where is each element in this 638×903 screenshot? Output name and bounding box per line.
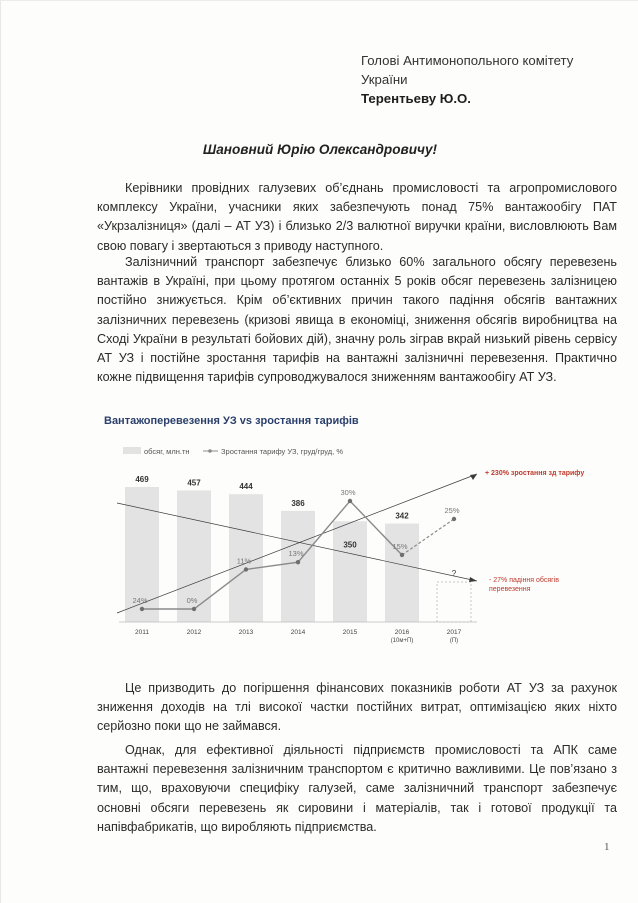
bar-value-label-2014: 386 (291, 498, 305, 508)
tariff-growth-annotation: + 230% зростання зд тарифу (485, 470, 585, 477)
tariff-label-2017: 25% (444, 506, 460, 515)
freight-vs-tariff-chart (97, 429, 617, 664)
bar-2015 (333, 521, 367, 622)
salutation: Шановний Юрію Олександровичу! (202, 142, 438, 157)
tariff-label-2012: 0% (186, 596, 198, 605)
tariff-label-2013: 11% (236, 556, 252, 566)
legend-bar-label: обсяг, млн.тн (144, 447, 190, 456)
tariff-point-2017 (452, 517, 456, 521)
paragraph-2: Залізничний транспорт забезпечує близько 60% загального обсягу перевезень вантажів в Україні, при цьому протягом останніх 5 років обсяг перевезень залізницею постійно знижується. Крім об’єктивних причин такого падіння обсягів вантажних залізничних перевезень (кризові явища в економіці, зниження обсягів виробництва на Сході України в результаті бойових дій), значну роль зіграв вкрай низький рівень сервісу АТ УЗ і постійне зростання тарифів на вантажні залізничні перевезення. Практично кожне підвищення тарифів супроводжувалося зниженням вантажообігу АТ УЗ. (97, 255, 617, 385)
page-number: 1 (604, 841, 610, 853)
bar-value-label-2017: ? (451, 569, 457, 578)
x-tick-2013: 2013 (238, 629, 254, 636)
tariff-label-2011: 24% (132, 596, 148, 605)
x-sublabel-2016: (10м+П) (390, 638, 414, 644)
tariff-point-2015 (348, 499, 352, 503)
x-tick-2014: 2014 (290, 629, 306, 636)
paragraph-4: Однак, для ефективної діяльності підприємств промисловості та АПК саме вантажні перевезення залізничним транспортом є критично важливими. Це пов’язано з тим, що, враховуючи специфіку галузей, саме залізничний транспорт забезпечує основні обсяги перевезень як сировини і матеріалів, так і готової продукції та напівфабрикатів, що виробляють підприємства. (97, 743, 617, 834)
legend-line-label: Зростання тарифу УЗ, груд/груд, % (221, 447, 343, 456)
x-tick-2016: 2016 (394, 629, 410, 636)
bar-2017 (437, 582, 471, 622)
addressee-name: Терентьеву Ю.О. (361, 91, 471, 106)
x-tick-2012: 2012 (186, 629, 202, 636)
legend-line-marker (208, 449, 212, 453)
addressee-block (361, 51, 573, 108)
volume-decline-annotation-line-2: перевезення (489, 586, 531, 593)
tariff-point-2016 (400, 553, 404, 557)
growth-arrow-head (470, 474, 477, 480)
legend-bar-swatch (123, 447, 141, 454)
volume-decline-annotation: - 27% падіння обсягів (489, 577, 559, 584)
tariff-point-2014 (296, 560, 300, 564)
tariff-point-2011 (140, 607, 144, 611)
bar-value-label-2011: 469 (135, 475, 149, 484)
tariff-label-2015: 30% (340, 488, 356, 497)
bar-value-label-2015: 350 (343, 540, 357, 550)
tariff-label-2014: 13% (288, 549, 304, 559)
tariff-label-2016: 15% (392, 542, 408, 551)
chart-legend (123, 447, 343, 456)
paragraph-1: Керівники провідних галузевих об’єднань промисловості та агропромислового комплексу України, учасники яких забезпечують понад 75% вантажообігу ПАТ «Укрзалізниця» (далі – АТ УЗ) і близько 2/3 валютної виручки країни, висловлюють Вам свою повагу і звертаються з приводу наступного. (97, 181, 617, 253)
decline-arrow-head (469, 577, 477, 582)
x-tick-2011: 2011 (135, 629, 149, 636)
tariff-point-2013 (244, 567, 248, 571)
chart-title: Вантажоперевезення УЗ vs зростання тарифів (104, 415, 359, 427)
x-sublabel-2017: (П) (449, 638, 459, 644)
paragraph-3: Це призводить до погіршення фінансових показників роботи АТ УЗ за рахунок зниження доходів на тлі високої частки постійних витрат, оптимізацією яких ніхто серйозно поки що не займався. (97, 681, 617, 734)
bar-value-label-2013: 444 (239, 482, 253, 492)
x-tick-2017: 2017 (446, 629, 462, 636)
bar-value-label-2016: 342 (395, 511, 409, 521)
x-tick-2015: 2015 (342, 629, 358, 636)
tariff-point-2012 (192, 607, 196, 611)
addressee-line-1: Голові Антимонопольного комітету (361, 53, 574, 68)
bar-2016 (385, 524, 419, 622)
bar-value-label-2012: 457 (187, 478, 201, 488)
bar-2014 (281, 511, 315, 622)
addressee-line-2: України (361, 72, 408, 87)
